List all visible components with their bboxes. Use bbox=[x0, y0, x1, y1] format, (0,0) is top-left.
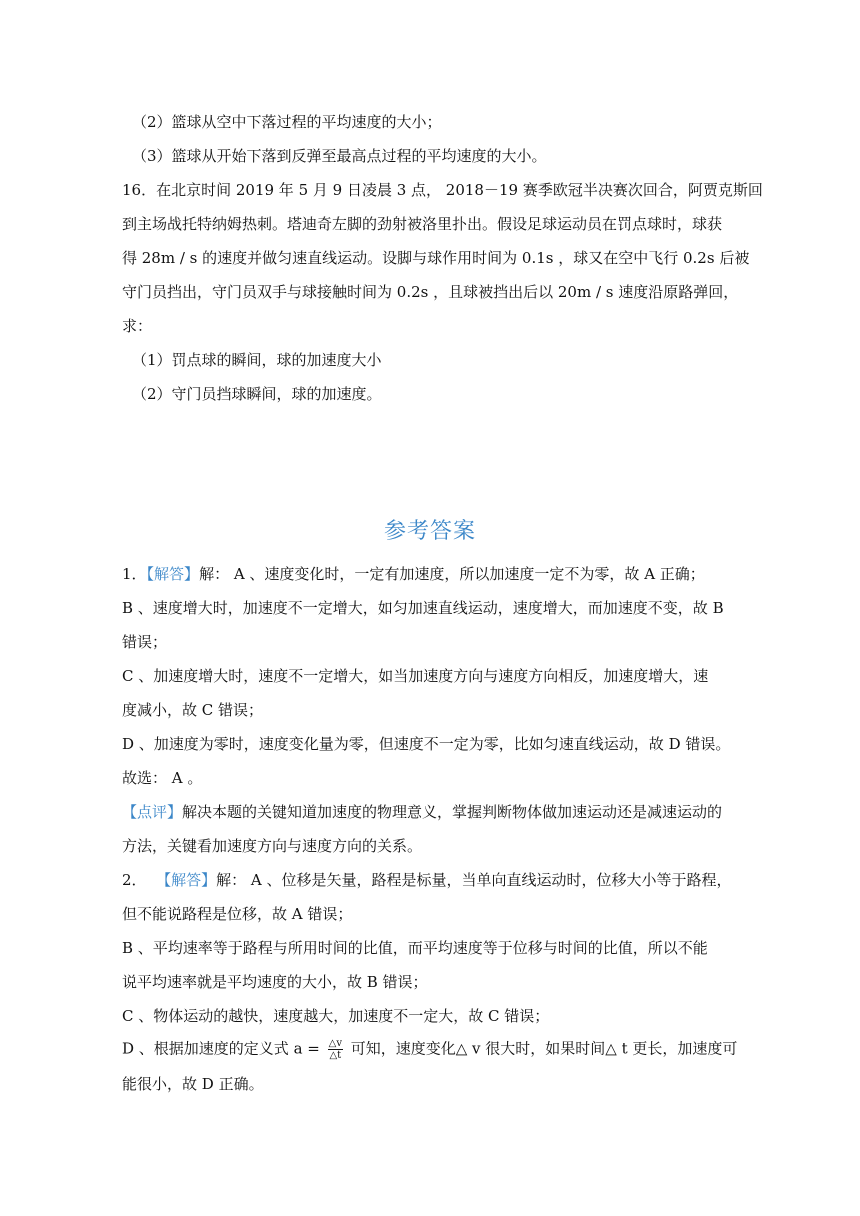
answer-2-line-2: 但不能说路程是位移，故 A 错误； bbox=[122, 905, 353, 923]
answer-2-number: 2． bbox=[122, 871, 147, 889]
question-16-part-2: （2）守门员挡球瞬间，球的加速度。 bbox=[132, 385, 382, 403]
answer-2-line-4: 说平均速率就是平均速度的大小，故 B 错误； bbox=[122, 973, 428, 991]
answer-2-line-3: B 、平均速率等于路程与所用时间的比值，而平均速度等于位移与时间的比值，所以不能 bbox=[122, 939, 708, 957]
answer-2-text: 解： A 、位移是矢量，路程是标量，当单向直线运动时，位移大小等于路程， bbox=[216, 871, 732, 889]
answer-1-number: 1． bbox=[122, 565, 147, 583]
answer-2-formula-suffix: 可知，速度变化△ v 很大时，如果时间△ t 更长，加速度可 bbox=[350, 1039, 738, 1058]
answer-2-line-6 bbox=[122, 1038, 738, 1061]
question-16-line-1: 16．在北京时间 2019 年 5 月 9 日凌晨 3 点， 2018－19 赛季欧冠半决赛次回合，阿贾克斯回 bbox=[122, 181, 763, 199]
question-15-part-2: （2）篮球从空中下落过程的平均速度的大小； bbox=[132, 113, 442, 131]
question-15-part-3: （3）篮球从开始下落到反弹至最高点过程的平均速度的大小。 bbox=[132, 147, 547, 165]
answer-1-line-7: 故选： A 。 bbox=[122, 769, 203, 787]
question-16-line-5: 求： bbox=[122, 317, 153, 335]
answer-1-tag: 【解答】 bbox=[146, 565, 200, 583]
answer-1-line-5: 度减小，故 C 错误； bbox=[122, 701, 264, 719]
answer-2-tag: 【解答】 bbox=[156, 871, 217, 889]
answer-1-line-4: C 、加速度增大时，速度不一定增大，如当加速度方向与速度方向相反，加速度增大，速 bbox=[122, 667, 709, 685]
answer-1-comment-tag: 【点评】 bbox=[122, 803, 183, 821]
answer-2-line-5: C 、物体运动的越快，速度越大，加速度不一定大，故 C 错误； bbox=[122, 1007, 550, 1025]
answer-1-line-2: B 、速度增大时，加速度不一定增大，如匀加速直线运动，速度增大，而加速度不变，故 B bbox=[122, 599, 724, 617]
answer-1-comment-line-1 bbox=[122, 802, 722, 822]
question-16-line-3: 得 28m / s 的速度并做匀速直线运动。设脚与球作用时间为 0.1s ，球又在空中飞行 0.2s 后被 bbox=[122, 249, 750, 267]
question-16-line-2: 到主场战托特纳姆热刺。塔迪奇左脚的劲射被洛里扑出。假设足球运动员在罚点球时，球获 bbox=[122, 215, 723, 233]
answer-1-comment-line-2: 方法，关键看加速度方向与速度方向的关系。 bbox=[122, 837, 423, 855]
answer-2-line-1 bbox=[122, 870, 732, 890]
answers-title: 参考答案 bbox=[383, 519, 476, 544]
answer-2-formula-prefix: D 、根据加速度的定义式 a = bbox=[122, 1039, 320, 1058]
fraction-numerator: △v bbox=[328, 1038, 342, 1049]
answer-1-comment-text: 解决本题的关键知道加速度的物理意义，掌握判断物体做加速运动还是减速运动的 bbox=[182, 803, 723, 821]
answer-2-line-7: 能很小，故 D 正确。 bbox=[122, 1075, 264, 1093]
acceleration-fraction bbox=[328, 1038, 343, 1061]
answer-1-line-3: 错误； bbox=[122, 633, 168, 651]
answer-1-line-6: D 、加速度为零时，速度变化量为零，但速度不一定为零，比如匀速直线运动，故 D 错误。 bbox=[122, 735, 731, 753]
answer-1-text: 解： A 、速度变化时，一定有加速度，所以加速度一定不为零，故 A 正确； bbox=[199, 565, 705, 583]
question-16-part-1: （1）罚点球的瞬间，球的加速度大小 bbox=[132, 351, 382, 369]
answer-1-line-1 bbox=[122, 564, 722, 584]
question-16-line-4: 守门员挡出，守门员双手与球接触时间为 0.2s ，且球被挡出后以 20m / s 速度沿原路弹回， bbox=[122, 283, 739, 301]
fraction-denominator: △t bbox=[329, 1050, 342, 1061]
